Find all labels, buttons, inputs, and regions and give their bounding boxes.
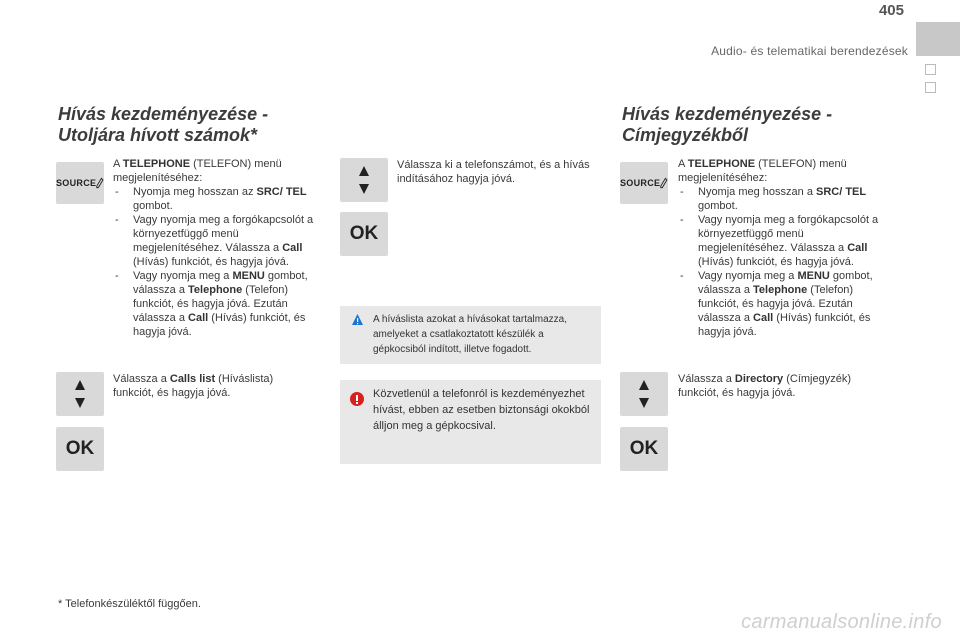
arrow-down-icon: [359, 184, 369, 194]
text: (Hívás) funkciót, és hagyja jóvá.: [698, 256, 854, 268]
page-tab-marker-small: [925, 82, 936, 93]
info-note-text: A híváslista azokat a hívásokat tartalmazza, amelyeket a csatlakoztatott készülék a gépkocsiból indított, illetve fogadott.: [373, 314, 567, 355]
text: (Címjegyzék) funkciót, és hagyja jóvá.: [678, 373, 852, 399]
left-heading: [58, 104, 338, 146]
right-step1-list: [678, 185, 890, 339]
function-name: Call: [753, 312, 774, 324]
ok-key-icon: [620, 427, 668, 471]
arrow-up-icon: [639, 380, 649, 390]
list-item: [113, 213, 323, 269]
text: Vagy nyomja meg a: [698, 270, 798, 282]
text: (Telefon) funkciót, és hagyja jóvá. Ezután válassza a: [698, 284, 854, 324]
text: Vagy nyomja meg a: [133, 270, 233, 282]
warning-note: [340, 380, 601, 464]
list-item: [678, 185, 890, 213]
button-name: MENU: [797, 270, 830, 282]
text: (TELEFON) menü megjelenítéséhez:: [678, 158, 847, 184]
list-item: [113, 269, 323, 339]
text: gombot.: [698, 200, 738, 212]
menu-name: TELEPHONE: [122, 158, 191, 170]
ok-key-label: OK: [65, 438, 95, 459]
right-step1: [678, 157, 890, 339]
left-heading-line2: Utoljára hívott számok*: [58, 125, 258, 145]
right-step1-intro: [678, 157, 890, 185]
ok-key-icon: [340, 212, 388, 256]
ok-key-label: OK: [349, 223, 379, 244]
page-tab-marker: [916, 22, 960, 56]
function-name: Call: [282, 242, 303, 254]
list-item: [113, 185, 323, 213]
text: (Telefon) funkciót, és hagyja jóvá. Ezután válassza a: [133, 284, 289, 324]
arrow-up-icon: [359, 166, 369, 176]
text: Vagy nyomja meg a forgókapcsolót a környezetfüggő menü megjelenítéséhez. Válassza a: [698, 214, 879, 254]
text: (TELEFON) menü megjelenítéséhez:: [113, 158, 282, 184]
middle-step: Válassza ki a telefonszámot, és a hívás indításához hagyja jóvá.: [397, 159, 590, 185]
info-icon: [352, 314, 363, 325]
page-number: 405: [878, 2, 904, 19]
function-name: Calls list: [169, 373, 216, 385]
list-item: [678, 213, 890, 269]
button-name: MENU: [232, 270, 265, 282]
source-key-icon: [56, 162, 104, 204]
text: (Hívás) funkciót, és hagyja jóvá.: [133, 312, 306, 338]
text: gombot.: [133, 200, 173, 212]
ok-key-icon: [56, 427, 104, 471]
up-down-key-icon: [340, 158, 388, 202]
text: (Hívás) funkciót, és hagyja jóvá.: [698, 312, 871, 338]
text: (Híváslista) funkciót, és hagyja jóvá.: [113, 373, 274, 399]
text: A: [678, 158, 688, 170]
arrow-down-icon: [75, 398, 85, 408]
text: Válassza a: [678, 373, 735, 385]
source-key-label: SOURCE: [56, 178, 97, 188]
text: gombot, válassza a: [698, 270, 873, 296]
list-item: [678, 269, 890, 339]
pen-icon: [660, 176, 668, 190]
menu-name: TELEPHONE: [687, 158, 756, 170]
arrow-down-icon: [639, 398, 649, 408]
function-name: Directory: [734, 373, 784, 385]
text: Válassza a: [113, 373, 170, 385]
pen-icon: [96, 176, 104, 190]
text: (Hívás) funkciót, és hagyja jóvá.: [133, 256, 289, 268]
right-heading-line2: Címjegyzékből: [622, 125, 749, 145]
page-tab-marker-small: [925, 64, 936, 75]
function-name: Call: [188, 312, 209, 324]
function-name: Call: [847, 242, 868, 254]
warning-icon: [350, 392, 364, 406]
text: Nyomja meg hosszan az: [133, 186, 257, 198]
watermark: carmanualsonline.info: [741, 611, 942, 633]
left-step1: [113, 157, 323, 339]
text: Vagy nyomja meg a forgókapcsolót a környezetfüggő menü megjelenítéséhez. Válassza a: [133, 214, 314, 254]
up-down-key-icon: [56, 372, 104, 416]
right-heading-line1: Hívás kezdeményezése -: [622, 104, 833, 124]
left-heading-line1: Hívás kezdeményezése -: [58, 104, 269, 124]
function-name: Telephone: [753, 284, 808, 296]
footnote: * Telefonkészüléktől függően.: [58, 598, 201, 610]
warning-note-text: Közvetlenül a telefonról is kezdeményezhet hívást, ebben az esetben biztonsági okokból álljon meg a gépkocsival.: [373, 388, 590, 432]
left-step1-list: [113, 185, 323, 339]
up-down-key-icon: [620, 372, 668, 416]
ok-key-label: OK: [629, 438, 659, 459]
function-name: Telephone: [188, 284, 243, 296]
source-key-icon: [620, 162, 668, 204]
button-name: SRC/ TEL: [816, 186, 867, 198]
right-heading: [622, 104, 902, 146]
text: Nyomja meg hosszan a: [698, 186, 816, 198]
text: A: [113, 158, 123, 170]
button-name: SRC/ TEL: [256, 186, 307, 198]
left-step1-intro: [113, 157, 323, 185]
text: gombot, válassza a: [133, 270, 308, 296]
info-note: [340, 306, 601, 364]
right-step2: [678, 372, 888, 400]
source-key-label: SOURCE: [620, 178, 661, 188]
arrow-up-icon: [75, 380, 85, 390]
section-title: Audio- és telematikai berendezések: [711, 44, 908, 58]
left-step2: [113, 372, 313, 400]
